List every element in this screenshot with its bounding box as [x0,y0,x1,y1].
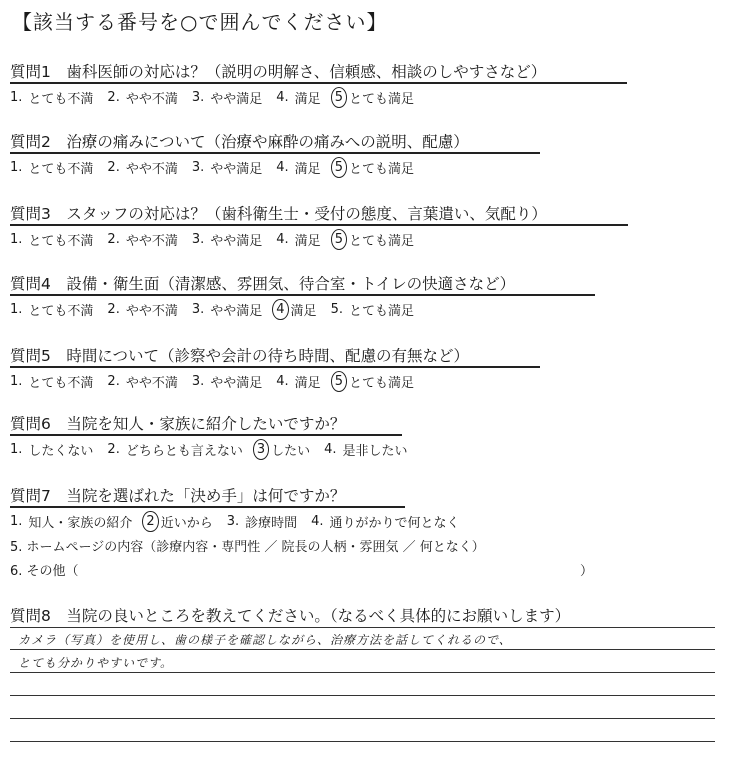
question-7-underline [10,506,405,508]
option-label: やや不満 [125,162,178,177]
question-8-label: 質問8 当院の良いところを教えてください。（なるべく具体的にお願いします） [10,607,571,625]
option-q5-2 [107,372,177,391]
question-7-other-open: 6. その他（ [10,564,79,579]
handwritten-answer-line-2: とても分かりやすいです。 [18,656,174,670]
option-q7-2 [146,512,212,531]
question-4-options [10,300,428,319]
option-q7-1 [10,512,132,531]
option-number: 2. [107,374,120,389]
option-label: とても不満 [28,92,94,107]
option-q3-2 [107,230,177,249]
option-q6-4 [324,440,407,459]
selected-option-number: 5 [334,374,343,389]
option-q1-2 [107,88,177,107]
option-label: 知人・家族の紹介 [28,516,133,531]
question-4-label: 質問4 設備・衛生面（清潔感、雰囲気、待合室・トイレの快適さなど） [10,275,516,293]
option-q4-1 [10,300,93,319]
option-q3-3 [192,230,262,249]
answer-rule-2 [10,649,715,650]
option-number: 1. [10,442,23,457]
option-number: 2. [107,302,120,317]
option-label: 満足 [290,304,317,319]
option-label: とても不満 [28,162,94,177]
option-q2-5 [335,158,414,177]
option-q1-5 [335,88,414,107]
question-6-underline [10,434,402,436]
option-q5-1 [10,372,93,391]
question-7-option-line-2: 5. ホームページの内容（診療内容・専門性 ／ 院長の人柄・雰囲気 ／ 何となく） [10,540,485,555]
question-1-underline [10,82,627,84]
option-q4-3 [192,300,262,319]
option-label: 満足 [294,162,321,177]
option-number: 1. [10,232,23,247]
option-q5-5 [335,372,414,391]
question-5-options [10,372,428,391]
option-label: 満足 [294,376,321,391]
question-1-label: 質問1 歯科医師の対応は？（説明の明解さ、信頼感、相談のしやすさなど） [10,63,547,81]
option-number: 2. [107,160,120,175]
option-q2-2 [107,158,177,177]
option-number: 1. [10,160,23,175]
option-label: とても満足 [348,376,414,391]
option-q2-3 [192,158,262,177]
question-7-other-close: ） [580,564,594,579]
selected-option-number: 2 [146,514,155,529]
option-label: とても不満 [28,376,94,391]
answer-rule-5 [10,718,715,719]
option-number: 4. [324,442,337,457]
option-q1-4 [276,88,320,107]
option-q3-1 [10,230,93,249]
option-q2-4 [276,158,320,177]
option-q7-3 [227,512,297,531]
option-q6-3 [257,440,310,459]
option-q5-3 [192,372,262,391]
option-label: やや満足 [210,304,263,319]
option-number: 1. [10,90,23,105]
question-5-label: 質問5 時間について（診察や会計の待ち時間、配慮の有無など） [10,347,470,365]
handwritten-answer-line-1: カメラ（写真）を使用し、歯の様子を確認しながら、治療方法を話してくれるので、 [18,633,512,647]
answer-rule-1 [10,627,715,628]
option-q5-4 [276,372,320,391]
page-title: 【該当する番号を○で囲んでください】 [12,10,388,34]
option-number: 2. [107,90,120,105]
option-q4-4 [276,300,316,319]
option-q1-3 [192,88,262,107]
question-7-label: 質問7 当院を選ばれた「決め手」は何ですか？ [10,487,346,505]
option-number: 4. [276,374,289,389]
option-label: とても満足 [348,92,414,107]
option-number: 3. [226,514,240,529]
option-q4-5 [331,300,414,319]
option-number: 3. [191,90,205,105]
selected-option-number: 5 [334,90,343,105]
option-label: やや満足 [210,376,263,391]
option-label: 満足 [294,234,321,249]
option-number: 5. [330,302,343,317]
answer-rule-3 [10,672,715,673]
question-1-options [10,88,428,107]
question-2-label: 質問2 治療の痛みについて（治療や麻酔の痛みへの説明、配慮） [10,133,469,151]
option-label: したくない [28,444,94,459]
option-label: とても不満 [28,304,94,319]
question-7-options [10,512,474,531]
option-number: 2. [107,232,120,247]
option-number: 1. [10,374,23,389]
question-2-underline [10,152,540,154]
option-label: やや不満 [125,376,178,391]
option-label: 満足 [294,92,321,107]
option-number: 1. [10,514,23,529]
option-label: やや不満 [125,304,178,319]
option-number: 3. [191,374,205,389]
option-q4-2 [107,300,177,319]
option-q6-1 [10,440,93,459]
question-6-label: 質問6 当院を知人・家族に紹介したいですか？ [10,415,346,433]
answer-rule-6 [10,741,715,742]
option-number: 4. [276,90,289,105]
option-q3-5 [335,230,414,249]
option-number: 4. [276,232,289,247]
option-number: 3. [191,302,205,317]
question-3-label: 質問3 スタッフの対応は？（歯科衛生士・受付の態度、言葉遣い、気配り） [10,205,547,223]
option-number: 3. [191,232,205,247]
option-q7-4 [311,512,459,531]
option-q2-1 [10,158,93,177]
answer-rule-4 [10,695,715,696]
option-label: やや満足 [210,162,263,177]
option-label: 通りがかりで何となく [329,516,460,531]
option-number: 4. [276,160,289,175]
option-number: 4. [311,514,324,529]
selected-option-number: 3 [256,442,266,457]
question-5-underline [10,366,540,368]
option-label: やや不満 [125,234,178,249]
option-q6-2 [107,440,242,459]
option-label: 診療時間 [245,516,298,531]
option-label: とても満足 [348,304,414,319]
option-q3-4 [276,230,320,249]
option-label: どちらとも言えない [125,444,243,459]
option-label: やや満足 [210,234,263,249]
option-label: やや満足 [210,92,263,107]
option-label: やや不満 [125,92,178,107]
question-3-options [10,230,428,249]
option-number: 3. [191,160,205,175]
option-number: 2. [107,442,120,457]
option-number: 1. [10,302,23,317]
question-4-underline [10,294,595,296]
option-label: とても不満 [28,234,94,249]
option-q1-1 [10,88,93,107]
question-3-underline [10,224,628,226]
option-label: 是非したい [342,444,408,459]
selected-option-number: 5 [334,232,343,247]
selected-option-number: 5 [334,160,343,175]
selected-option-number: 4 [276,302,285,317]
option-label: したい [271,444,311,459]
question-6-options [10,440,422,459]
option-label: とても満足 [348,162,414,177]
question-2-options [10,158,428,177]
option-label: とても満足 [348,234,414,249]
option-label: 近いから [160,516,213,531]
